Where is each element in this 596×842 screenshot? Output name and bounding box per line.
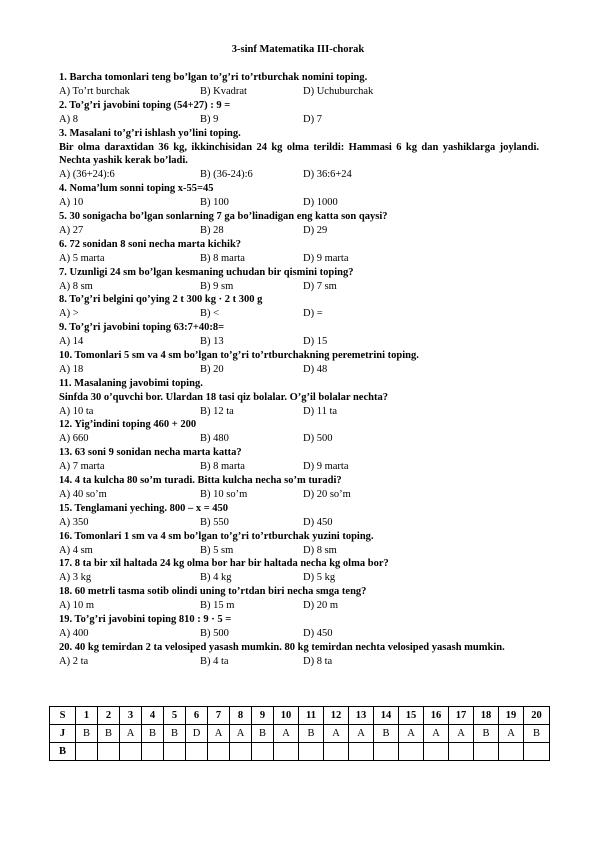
question-text: 1. Barcha tomonlari teng bo’lgan to’g’ri to’rtburchak nomini toping.	[59, 72, 368, 83]
option-b: B) <	[200, 308, 220, 320]
option-a: A) 3 kg	[59, 572, 92, 584]
question-text: 6. 72 sonidan 8 soni necha marta kichik?	[59, 238, 242, 250]
question-number-cell: 2	[98, 707, 120, 725]
option-b: B) 13	[200, 336, 224, 348]
answer-options	[59, 488, 539, 502]
student-answer-cell[interactable]	[524, 743, 550, 761]
option-a: A) (36+24):6	[59, 169, 115, 181]
option-b: B) 12 ta	[200, 405, 234, 417]
student-answer-cell[interactable]	[424, 743, 449, 761]
question-text: 15. Tenglamani yeching. 800 – x = 450	[59, 502, 229, 514]
option-d: D) 450	[303, 516, 333, 528]
option-b: B) 9	[200, 113, 219, 125]
question-number-cell: 5	[164, 707, 186, 725]
option-d: D) 1000	[303, 197, 338, 209]
student-answer-cell[interactable]	[349, 743, 374, 761]
correct-answer-cell: B	[164, 725, 186, 743]
question-item	[59, 127, 539, 183]
answer-options	[59, 405, 539, 419]
answer-options	[59, 307, 539, 321]
question-text: 16. Tomonlari 1 sm va 4 sm bo’lgan to’g’ri to’rtburchak yuzini toping.	[59, 530, 374, 542]
correct-answer-cell: B	[299, 725, 324, 743]
student-answer-cell[interactable]	[324, 743, 349, 761]
question-item	[59, 530, 539, 558]
option-a: A) 660	[59, 433, 89, 445]
option-a: A) >	[59, 308, 79, 320]
question-text: 10. Tomonlari 5 sm va 4 sm bo’lgan to’g’ri to’rtburchakning peremetrini toping.	[59, 349, 419, 361]
question-number-cell: 19	[499, 707, 524, 725]
option-d: D) 11 ta	[303, 405, 338, 417]
question-item	[59, 99, 539, 127]
question-text: 20. 40 kg temirdan 2 ta velosiped yasash mumkin. 80 kg temirdan nechta velosiped yasash mumkin.	[59, 641, 505, 653]
option-d: D) 8 sm	[303, 544, 337, 556]
answer-options	[59, 168, 539, 182]
row-label-b: B	[50, 743, 76, 761]
option-b: B) 10 so’m	[200, 488, 248, 500]
student-answer-cell[interactable]	[98, 743, 120, 761]
option-a: A) 18	[59, 363, 84, 375]
question-number-cell: 10	[274, 707, 299, 725]
question-text: 2. To’g’ri javobini toping (54+27) : 9 =	[59, 99, 231, 111]
question-item	[59, 266, 539, 294]
question-item	[59, 641, 539, 669]
question-item	[59, 182, 539, 210]
question-text: 9. To’g’ri javobini toping 63:7+40:8=	[59, 322, 225, 334]
answer-table	[49, 706, 550, 761]
question-number-cell: 7	[208, 707, 230, 725]
student-answer-cell[interactable]	[164, 743, 186, 761]
question-item	[59, 238, 539, 266]
answer-options	[59, 627, 539, 641]
option-a: A) 350	[59, 516, 89, 528]
answer-options	[59, 460, 539, 474]
question-item	[59, 349, 539, 377]
question-text: 3. Masalani to’g’ri ishlash yo’lini toping.	[59, 127, 241, 139]
option-d: D) 48	[303, 363, 328, 375]
correct-answer-cell: B	[76, 725, 98, 743]
row-label-j: J	[50, 725, 76, 743]
option-a: A) 27	[59, 224, 84, 236]
question-number-cell: 18	[474, 707, 499, 725]
question-text: 5. 30 sonigacha bo’lgan sonlarning 7 ga bo’linadigan eng katta son qaysi?	[59, 211, 388, 222]
student-answer-cell[interactable]	[299, 743, 324, 761]
option-a: A) 7 marta	[59, 461, 105, 473]
student-answer-cell[interactable]	[399, 743, 424, 761]
question-number-cell: 1	[76, 707, 98, 725]
option-b: B) 9 sm	[200, 280, 234, 292]
question-text: 19. To’g’ri javobini toping 810 : 9 · 5 =	[59, 614, 232, 626]
question-item	[59, 293, 539, 321]
correct-answer-cell: B	[142, 725, 164, 743]
answer-options	[59, 113, 539, 127]
correct-answer-cell: A	[120, 725, 142, 743]
option-a: A) 8	[59, 113, 78, 125]
correct-answer-cell: A	[424, 725, 449, 743]
question-item	[59, 557, 539, 585]
question-item	[59, 377, 539, 419]
row-label-s: S	[50, 707, 76, 725]
student-answer-cell[interactable]	[499, 743, 524, 761]
question-item	[59, 585, 539, 613]
question-subtext: Sinfda 30 o’quvchi bor. Ulardan 18 tasi qiz bolalar. O’g’il bolalar nechta?	[59, 391, 388, 403]
correct-answer-cell: A	[399, 725, 424, 743]
answer-options	[59, 599, 539, 613]
option-b: B) 8 marta	[200, 461, 245, 473]
question-number-cell: 6	[186, 707, 208, 725]
option-a: A) 4 sm	[59, 544, 93, 556]
answer-options	[59, 655, 539, 669]
student-answer-cell[interactable]	[474, 743, 499, 761]
option-d: D) 20 so’m	[303, 488, 351, 500]
option-b: B) 4 ta	[200, 655, 229, 667]
question-item	[59, 502, 539, 530]
option-b: B) 4 kg	[200, 572, 232, 584]
option-d: D) 7	[303, 113, 322, 125]
option-d: D) 29	[303, 224, 328, 236]
question-item	[59, 446, 539, 474]
correct-answer-cell: A	[208, 725, 230, 743]
option-b: B) 15 m	[200, 600, 235, 612]
option-b: B) 8 marta	[200, 252, 245, 264]
correct-answer-cell: B	[252, 725, 274, 743]
correct-answer-cell: A	[324, 725, 349, 743]
correct-answer-cell: B	[98, 725, 120, 743]
student-answer-cell[interactable]	[120, 743, 142, 761]
question-number-cell: 13	[349, 707, 374, 725]
page-title: 3-sinf Matematika III-chorak	[231, 44, 365, 55]
option-d: D) =	[303, 308, 323, 320]
option-d: D) 450	[303, 627, 333, 639]
answer-options	[59, 432, 539, 446]
question-text: 14. 4 ta kulcha 80 so’m turadi. Bitta kulcha necha so’m turadi?	[59, 475, 342, 487]
question-text: 13. 63 soni 9 sonidan necha marta katta?	[59, 447, 242, 459]
correct-answer-cell: A	[499, 725, 524, 743]
answer-options	[59, 280, 539, 294]
question-number-cell: 8	[230, 707, 252, 725]
table-row-student-answers	[50, 743, 550, 761]
option-a: A) 40 so’m	[59, 488, 107, 500]
student-answer-cell[interactable]	[142, 743, 164, 761]
student-answer-cell[interactable]	[449, 743, 474, 761]
option-a: A) 10 m	[59, 600, 94, 612]
answer-options	[59, 335, 539, 349]
question-text: 17. 8 ta bir xil haltada 24 kg olma bor har bir haltada necha kg olma bor?	[59, 558, 389, 570]
option-b: B) Kvadrat	[200, 85, 247, 97]
question-number-cell: 11	[299, 707, 324, 725]
question-item	[59, 210, 539, 238]
table-row-correct-answers	[50, 725, 550, 743]
answer-options	[59, 544, 539, 558]
option-d: D) Uchuburchak	[303, 85, 374, 97]
student-answer-cell[interactable]	[76, 743, 98, 761]
question-text: 12. Yig’indini toping 460 + 200	[59, 419, 197, 431]
option-a: A) 10 ta	[59, 405, 94, 417]
answer-options	[59, 516, 539, 530]
correct-answer-cell: B	[524, 725, 550, 743]
student-answer-cell[interactable]	[186, 743, 208, 761]
question-text: 11. Masalaning javobimi toping.	[59, 377, 203, 389]
option-a: A) 10	[59, 197, 84, 209]
correct-answer-cell: D	[186, 725, 208, 743]
option-b: B) 20	[200, 363, 224, 375]
question-item	[59, 71, 539, 99]
answer-options	[59, 196, 539, 210]
option-a: A) To’rt burchak	[59, 85, 130, 97]
option-a: A) 5 marta	[59, 252, 105, 264]
option-d: D) 500	[303, 433, 333, 445]
answer-options	[59, 252, 539, 266]
option-d: D) 9 marta	[303, 252, 349, 264]
questions-list	[59, 71, 539, 669]
option-d: D) 15	[303, 336, 328, 348]
question-text: 8. To’g’ri belgini qo’ying 2 t 300 kg · 2 t 300 g	[59, 294, 263, 306]
question-text: 4. Noma’lum sonni toping x-55=45	[59, 183, 214, 195]
option-d: D) 20 m	[303, 600, 338, 612]
table-row-numbers	[50, 707, 550, 725]
correct-answer-cell: A	[449, 725, 474, 743]
question-item	[59, 474, 539, 502]
question-subtext: Bir olma daraxtidan 36 kg, ikkinchisidan 24 kg olma terildi: Hammasi 6 kg dan yashiklarga joylandi. Nechta yashik kerak bo’ladi.	[59, 141, 539, 167]
question-number-cell: 20	[524, 707, 550, 725]
option-a: A) 14	[59, 336, 84, 348]
student-answer-cell[interactable]	[374, 743, 399, 761]
question-text: 7. Uzunligi 24 sm bo’lgan kesmaning uchudan bir qismini toping?	[59, 266, 354, 278]
student-answer-cell[interactable]	[252, 743, 274, 761]
option-a: A) 2 ta	[59, 655, 89, 667]
question-number-cell: 14	[374, 707, 399, 725]
question-number-cell: 15	[399, 707, 424, 725]
correct-answer-cell: B	[474, 725, 499, 743]
answer-options	[59, 363, 539, 377]
question-number-cell: 4	[142, 707, 164, 725]
answer-options	[59, 571, 539, 585]
correct-answer-cell: A	[230, 725, 252, 743]
option-a: A) 8 sm	[59, 280, 93, 292]
option-d: D) 8 ta	[303, 655, 333, 667]
correct-answer-cell: A	[274, 725, 299, 743]
option-b: B) (36-24):6	[200, 169, 253, 181]
student-answer-cell[interactable]	[208, 743, 230, 761]
correct-answer-cell: B	[374, 725, 399, 743]
question-item	[59, 418, 539, 446]
question-number-cell: 3	[120, 707, 142, 725]
answer-options	[59, 85, 539, 99]
option-b: B) 28	[200, 224, 224, 236]
correct-answer-cell: A	[349, 725, 374, 743]
question-number-cell: 12	[324, 707, 349, 725]
option-b: B) 500	[200, 627, 229, 639]
student-answer-cell[interactable]	[230, 743, 252, 761]
option-a: A) 400	[59, 627, 89, 639]
option-d: D) 7 sm	[303, 280, 337, 292]
option-b: B) 480	[200, 433, 229, 445]
option-d: D) 9 marta	[303, 461, 349, 473]
option-b: B) 550	[200, 516, 229, 528]
question-item	[59, 613, 539, 641]
option-b: B) 100	[200, 197, 229, 209]
question-number-cell: 17	[449, 707, 474, 725]
option-d: D) 36:6+24	[303, 169, 352, 181]
student-answer-cell[interactable]	[274, 743, 299, 761]
question-text: 18. 60 metrli tasma sotib olindi uning to’rtdan biri necha smga teng?	[59, 586, 367, 598]
option-b: B) 5 sm	[200, 544, 234, 556]
option-d: D) 5 kg	[303, 572, 336, 584]
answer-options	[59, 224, 539, 238]
question-number-cell: 9	[252, 707, 274, 725]
question-number-cell: 16	[424, 707, 449, 725]
question-item	[59, 321, 539, 349]
